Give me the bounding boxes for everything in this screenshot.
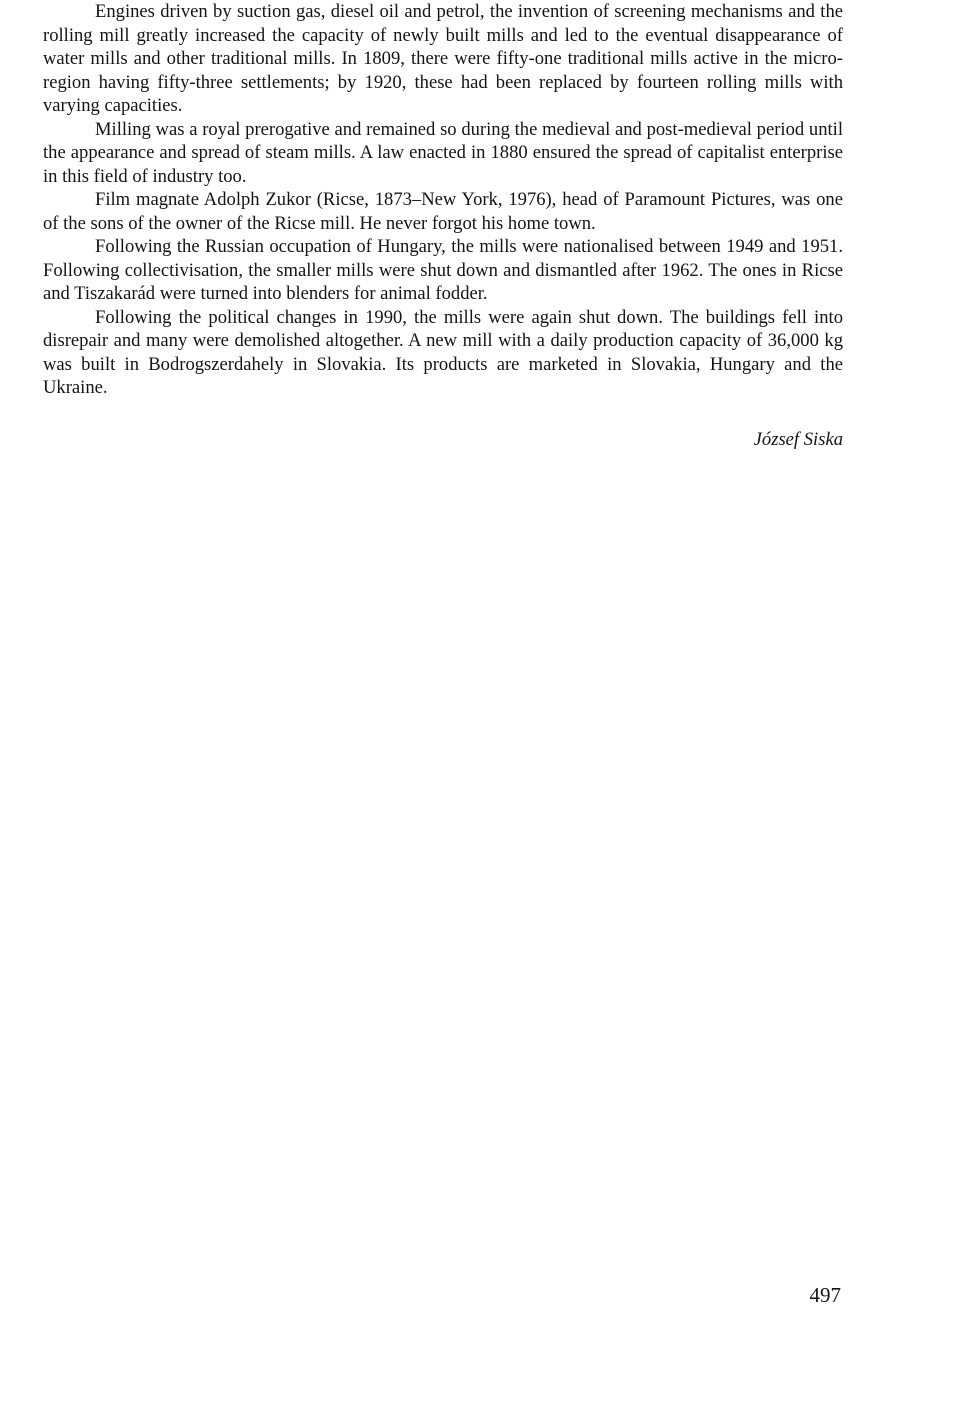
article-body [43, 0, 843, 400]
page-number: 497 [809, 1283, 841, 1307]
paragraph-political-changes: Following the political changes in 1990, the mills were again shut down. The buildings fell into disrepair and many were demolished altogether. A new mill with a daily production capacity of 36,000 kg was built in Bodrogszerdahely in Slovakia. Its products are marketed in Slovakia, Hungary and the Ukraine. [43, 306, 843, 398]
author-signature: József Siska [753, 429, 843, 450]
paragraph-engines: Engines driven by suction gas, diesel oil and petrol, the invention of screening mechanisms and the rolling mill greatly increased the capacity of newly built mills and led to the eventual disappearance of water mills and other traditional mills. In 1809, there were fifty-one traditional mills active in the micro-region having fifty-three settlements; by 1920, these had been replaced by fourteen rolling mills with varying capacities. [43, 1, 843, 116]
paragraph-zukor: Film magnate Adolph Zukor (Ricse, 1873–New York, 1976), head of Paramount Pictures, was one of the sons of the owner of the Ricse mill. He never forgot his home town. [43, 189, 843, 234]
paragraph-nationalisation: Following the Russian occupation of Hungary, the mills were nationalised between 1949 and 1951. Following collectivisation, the smaller mills were shut down and dismantled after 1962. The ones in Ricse and Tiszakarád were turned into blenders for animal fodder. [43, 236, 843, 304]
paragraph-milling-prerogative: Milling was a royal prerogative and remained so during the medieval and post-medieval period until the appearance and spread of steam mills. A law enacted in 1880 ensured the spread of capitalist enterprise in this field of industry too. [43, 118, 843, 187]
